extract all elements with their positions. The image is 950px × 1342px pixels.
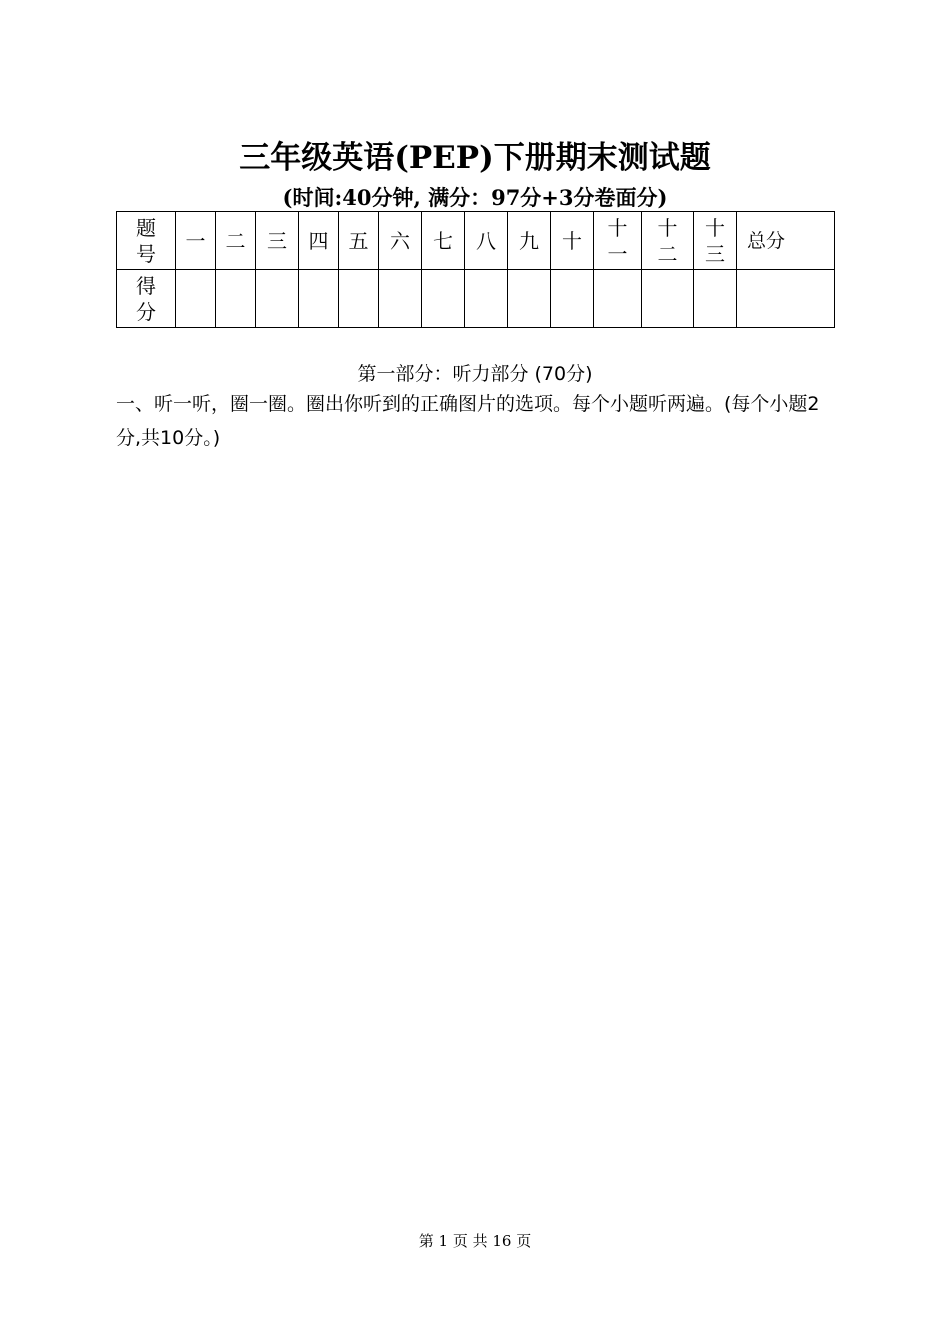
total-score-header: 总分: [737, 212, 835, 270]
question-col-9: 九: [508, 212, 551, 270]
score-cell[interactable]: [379, 270, 422, 328]
score-cell[interactable]: [299, 270, 339, 328]
question-col-1: 一: [176, 212, 216, 270]
question-col-11: 十 一: [594, 212, 642, 270]
score-cell[interactable]: [594, 270, 642, 328]
score-header: 得 分: [117, 270, 176, 328]
question-col-5: 五: [339, 212, 379, 270]
score-cell[interactable]: [694, 270, 737, 328]
question-number-row: [117, 212, 835, 270]
question-col-4: 四: [299, 212, 339, 270]
score-cell[interactable]: [551, 270, 594, 328]
question-instruction: 一、听一听，圈一圈。圈出你听到的正确图片的选项。每个小题听两遍。(每个小题2分,共10分。): [116, 393, 820, 449]
total-score-cell[interactable]: [737, 270, 835, 328]
question-col-8: 八: [465, 212, 508, 270]
score-table: [116, 211, 835, 328]
score-cell[interactable]: [508, 270, 551, 328]
score-cell[interactable]: [422, 270, 465, 328]
question-col-7: 七: [422, 212, 465, 270]
question-col-13: 十 三: [694, 212, 737, 270]
page-footer: 第 1 页 共 16 页: [418, 1232, 532, 1250]
question-col-10: 十: [551, 212, 594, 270]
question-col-3: 三: [256, 212, 299, 270]
question-col-12: 十 二: [642, 212, 694, 270]
score-cell[interactable]: [465, 270, 508, 328]
section-title: 第一部分：听力部分 (70分): [357, 363, 593, 385]
question-col-6: 六: [379, 212, 422, 270]
question-number-header: 题 号: [117, 212, 176, 270]
score-cell[interactable]: [256, 270, 299, 328]
score-cell[interactable]: [216, 270, 256, 328]
exam-info: (时间:40分钟, 满分：97分+3分卷面分): [282, 185, 668, 210]
score-cell[interactable]: [642, 270, 694, 328]
page-title: 三年级英语(PEP)下册期末测试题: [239, 140, 711, 176]
score-cell[interactable]: [339, 270, 379, 328]
score-cell[interactable]: [176, 270, 216, 328]
question-col-2: 二: [216, 212, 256, 270]
score-row: [117, 270, 835, 328]
